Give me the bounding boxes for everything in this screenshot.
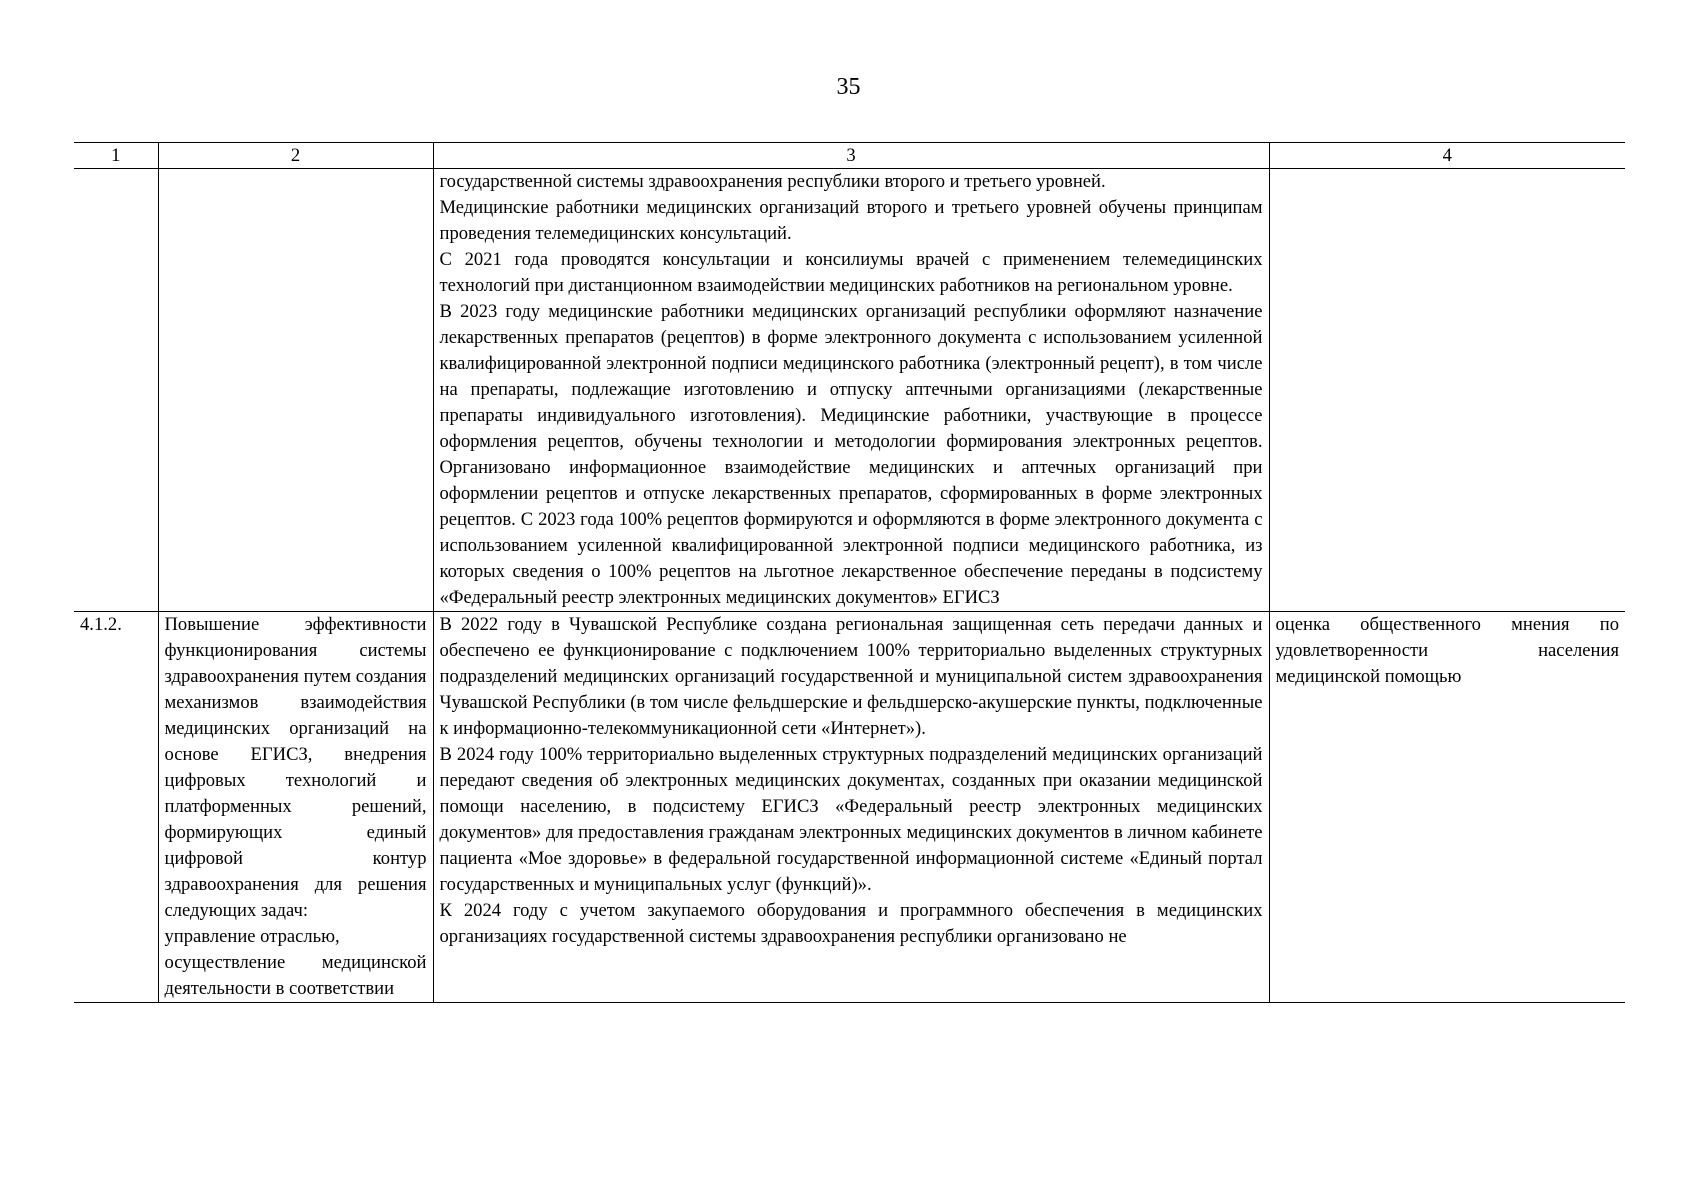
measure-paragraph: Повышение эффективности функционирования системы здравоохранения путем создания механизмов взаимодействия медицинских организаций на основе ЕГИСЗ, внедрения цифровых технологий и платформенных решений, формирующих единый цифровой контур здравоохранения для решения следующих задач: (164, 614, 427, 921)
page-number: 35 (836, 74, 861, 100)
program-table (74, 142, 1625, 1003)
indicator-cell (1269, 169, 1625, 612)
result-cell (433, 169, 1269, 612)
column-header-3: 3 (433, 143, 1269, 169)
column-header-2: 2 (158, 143, 433, 169)
table-row (74, 169, 1625, 612)
column-header-1: 1 (74, 143, 158, 169)
measure-cell (158, 169, 433, 612)
result-cell (433, 612, 1269, 1003)
result-paragraph: В 2023 году медицинские работники медицинских организаций республики оформляют назначение лекарственных препаратов (рецептов) в форме электронного документа с использованием усиленной квалифицированной электронной подписи медицинского работника (электронный рецепт), в том числе на препараты, подлежащие изготовлению и отпуску аптечными организациями (лекарственные препараты индивидуального изготовления). Медицинские работники, участвующие в процессе оформления рецептов, обучены технологии и методологии формирования электронных рецептов. Организовано информационное взаимодействие медицинских и аптечных организаций при оформлении рецептов и отпуске лекарственных препаратов, сформированных в форме электронных рецептов. С 2023 года 100% рецептов формируются и оформляются в форме электронного документа с использованием усиленной квалифицированной электронной подписи медицинского работника, из которых сведения о 100% рецептов на льготное лекарственное обеспечение переданы в подсистему «Федеральный реестр электронных медицинских документов» ЕГИСЗ (439, 301, 1263, 608)
measure-paragraph: осуществление медицинской деятельности в соответствии (164, 952, 427, 999)
measure-cell (158, 612, 433, 1003)
result-paragraph: В 2022 году в Чувашской Республике создана региональная защищенная сеть передачи данных и обеспечено ее функционирование с подключением 100% территориально выделенных структурных подразделений медицинских организаций государственной и муниципальной систем здравоохранения Чувашской Республики (в том числе фельдшерские и фельдшерско-акушерские пункты, подключенные к информационно-телекоммуникационной сети «Интернет»). (439, 614, 1263, 739)
result-paragraph: В 2024 году 100% территориально выделенных структурных подразделений медицинских организаций передают сведения об электронных медицинских документах, созданных при оказании медицинской помощи населению, в подсистему ЕГИСЗ «Федеральный реестр электронных медицинских документов» для предоставления гражданам электронных медицинских документов в личном кабинете пациента «Мое здоровье» в федеральной государственной информационной системе «Единый портал государственных и муниципальных услуг (функций)». (439, 744, 1263, 895)
column-header-4: 4 (1269, 143, 1625, 169)
measure-paragraph: управление отраслью, (164, 926, 340, 947)
indicator-cell: оценка общественного мнения по удовлетворенности населения медицинской помощью (1269, 612, 1625, 1003)
result-paragraph: Медицинские работники медицинских организаций второго и третьего уровней обучены принципам проведения телемедицинских консультаций. (439, 197, 1263, 244)
row-number: 4.1.2. (74, 612, 158, 1003)
row-number (74, 169, 158, 612)
result-paragraph: К 2024 году с учетом закупаемого оборудования и программного обеспечения в медицинских организациях государственной системы здравоохранения республики организовано не (439, 900, 1263, 947)
result-paragraph: государственной системы здравоохранения республики второго и третьего уровней. (439, 171, 1106, 192)
column-numbers-row (74, 143, 1625, 169)
table-row (74, 612, 1625, 1003)
result-paragraph: С 2021 года проводятся консультации и консилиумы врачей с применением телемедицинских технологий при дистанционном взаимодействии медицинских работников на региональном уровне. (439, 249, 1263, 296)
